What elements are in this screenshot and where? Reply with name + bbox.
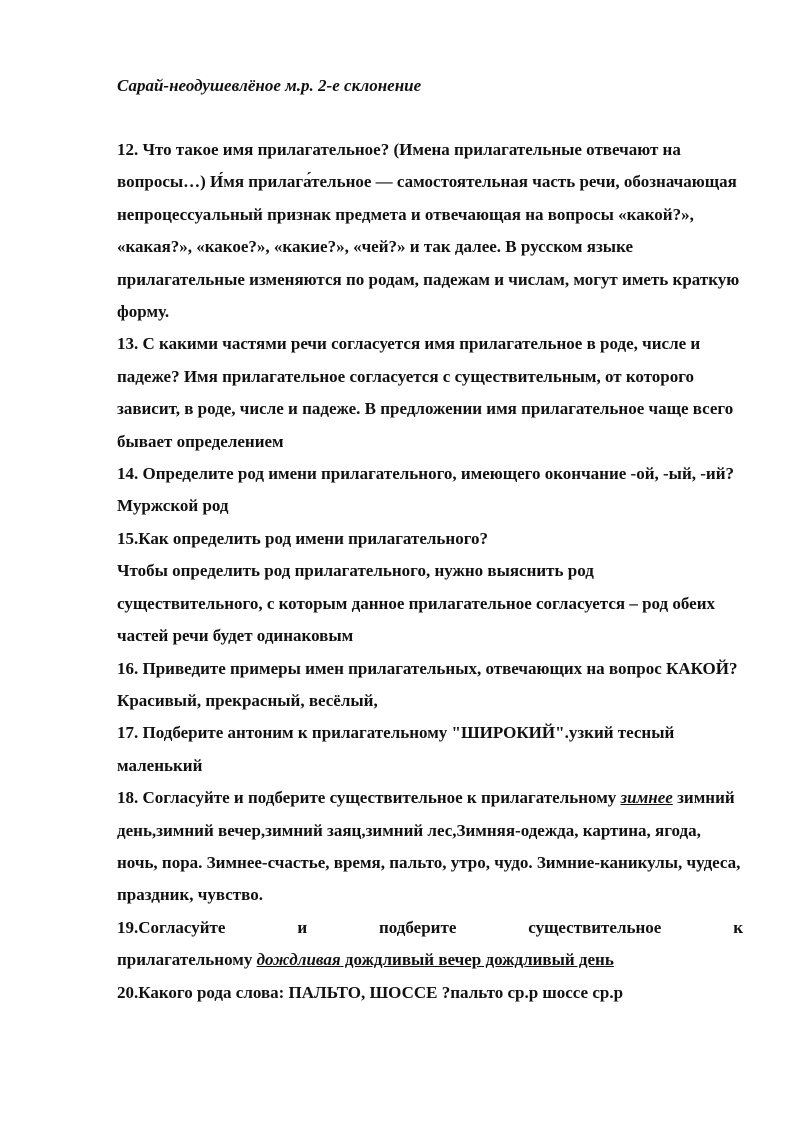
question-19-line1: 19.Согласуйте и подберите существительное к <box>117 917 743 937</box>
question-14: 14. Определите род имени прилагательного, имеющего окончание -ой, -ый, -ий? Муржской род <box>117 464 734 516</box>
document-body <box>117 134 743 1009</box>
question-19-adjective: дождливая <box>256 950 341 970</box>
question-12: 12. Что такое имя прилагательное? (Имена прилагательные отвечают на вопросы…) И́мя прилага́тельное — самостоятельная часть речи, обозначающая непроцессуальный признак предмета и отвечающая на вопросы «какой?», «какая?», «какое?», «какие?», «чей?» и так далее. В русском языке прилагательные изменяются по родам, падежам и числам, могут иметь краткую форму. <box>117 140 740 322</box>
question-19-line2 <box>117 944 743 976</box>
question-18-answer: зимний день,зимний вечер,зимний заяц,зимний лес,Зимняя-одежда, картина, ягода, ночь, пора. Зимнее-счастье, время, пальто, утро, чудо. Зимние-каникулы, чудеса, праздник, чувство. <box>117 788 741 905</box>
question-16: 16. Приведите примеры имен прилагательных, отвечающих на вопрос КАКОЙ? Красивый, прекрасный, весёлый, <box>117 658 738 710</box>
question-20: 20.Какого рода слова: ПАЛЬТО, ШОССЕ ?пальто ср.р шоссе ср.р <box>117 982 624 1002</box>
header-note: Сарай-неодушевлёное м.р. 2-е склонение <box>117 76 422 95</box>
question-15: 15.Как определить род имени прилагательного? <box>117 528 488 548</box>
question-19-answer: дождливый вечер дождливый день <box>340 950 614 970</box>
question-18-prompt: 18. Согласуйте и подберите существительное к прилагательному <box>117 788 621 808</box>
answer-15: Чтобы определить род прилагательного, нужно выяснить род существительного, с которым данное прилагательное согласуется – род обеих частей речи будет одинаковым <box>117 561 716 646</box>
question-18 <box>117 782 743 912</box>
question-19-prompt: прилагательному <box>117 950 257 970</box>
question-13: 13. С какими частями речи согласуется имя прилагательное в роде, числе и падеже? Имя прилагательное согласуется с существительным, от которого зависит, в роде, числе и падеже. В предложении имя прилагательное чаще всего бывает определением <box>117 334 734 451</box>
question-17: 17. Подберите антоним к прилагательному "ШИРОКИЙ".узкий тесный маленький <box>117 723 675 775</box>
question-18-adjective: зимнее <box>620 788 673 808</box>
question-19-underlined <box>257 950 614 969</box>
